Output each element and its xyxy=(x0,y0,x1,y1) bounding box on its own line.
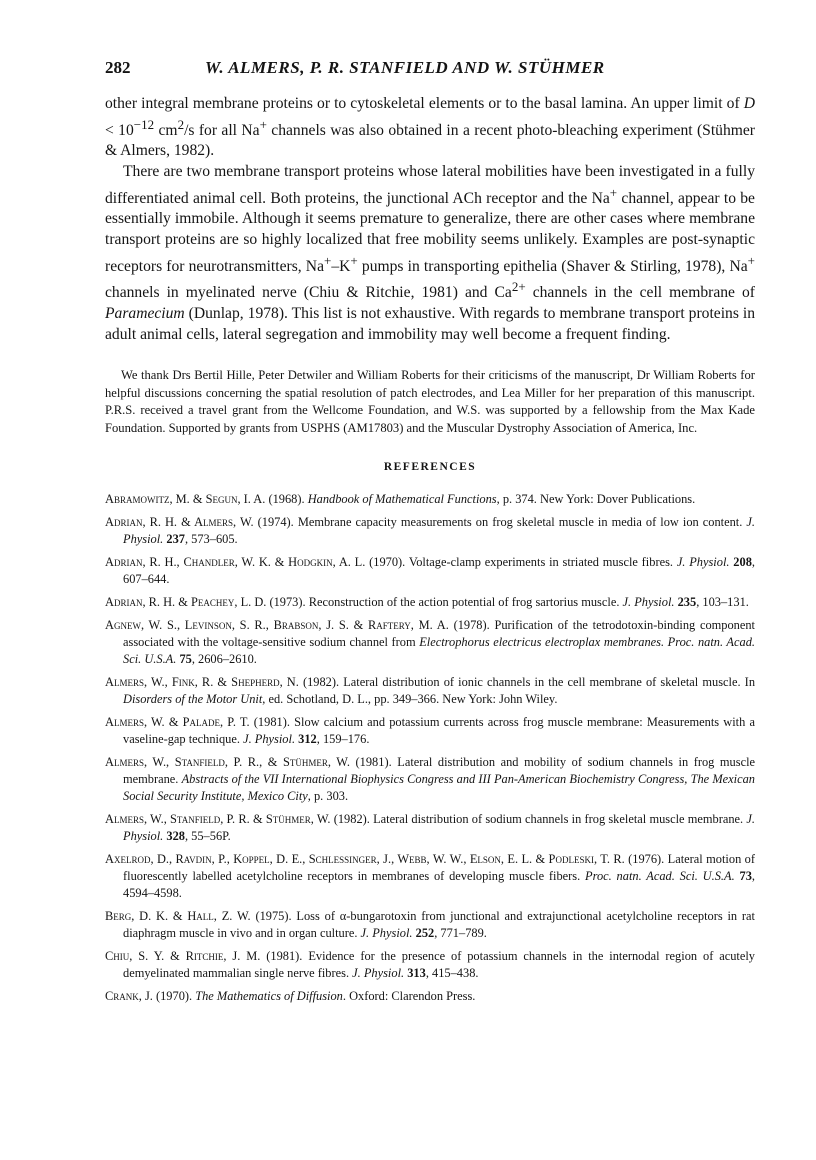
reference-item: Abramowitz, M. & Segun, I. A. (1968). Handbook of Mathematical Functions, p. 374. New York: Dover Publications. xyxy=(105,492,696,507)
reference-item: Crank, J. (1970). The Mathematics of Diffusion. Oxford: Clarendon Press. xyxy=(105,989,476,1004)
reference-item: Almers, W., Fink, R. & Shepherd, N. (1982). Lateral distribution of ionic channels in the cell membrane of skeletal muscle. In Disorders of the Motor Unit, ed. Schotland, D. L., pp. 349–366. New York: John Wiley. xyxy=(105,675,756,707)
references-list xyxy=(105,491,755,1005)
paragraph: There are two membrane transport proteins whose lateral mobilities have been investigated in a fully differentiated animal cell. Both proteins, the junctional ACh receptor and the Na+ channel, appear to be essentially immobile. Although it seems premature to generalize, there are other cases where membrane transport proteins are so highly localized that free mobility seems unlikely. Examples are post-synaptic receptors for neurotransmitters, Na+–K+ pumps in transporting epithelia (Shaver & Stirling, 1978), Na+ channels in myelinated nerve (Chiu & Ritchie, 1981) and $Ca^{2+}$ channels in the cell membrane of Paramecium (Dunlap, 1978). This list is not exhaustive. With regards to membrane transport proteins in adult animal cells, lateral segregation and immobility may well become a frequent finding. xyxy=(105,162,755,343)
references-heading: REFERENCES xyxy=(383,461,477,474)
reference-item: Berg, D. K. & Hall, Z. W. (1975). Loss of α-bungarotoxin from junctional and extrajunctional acetylcholine receptors in rat diaphragm muscle in vivo and in organ culture. J. Physiol. 252, 771–789. xyxy=(105,909,755,941)
running-head: W. ALMERS, P. R. STANFIELD AND W. STÜHMER xyxy=(205,58,605,77)
paragraph: other integral membrane proteins or to cytoskeletal elements or to the basal lamina. An upper limit of $D < 10^{-12}$ $cm^2/s$ for all Na+ channels was also obtained in a recent photo-bleaching experiment (Stühmer & Almers, 1982). xyxy=(105,95,755,160)
body-text xyxy=(105,94,755,345)
reference-item: Almers, W. & Palade, P. T. (1981). Slow calcium and potassium currents across frog muscle membrane: Measurements with a vaseline-gap technique. J. Physiol. 312, 159–176. xyxy=(105,715,755,747)
reference-item: Almers, W., Stanfield, P. R. & Stühmer, W. (1982). Lateral distribution of sodium channels in frog skeletal muscle membrane. J. Physiol. 328, 55–56P. xyxy=(105,812,755,844)
reference-item: Adrian, R. H., Chandler, W. K. & Hodgkin, A. L. (1970). Voltage-clamp experiments in striated muscle fibres. J. Physiol. 208, 607–644. xyxy=(105,555,755,587)
journal-page xyxy=(105,58,755,1011)
page-header xyxy=(105,58,755,84)
reference-item: Adrian, R. H. & Peachey, L. D. (1973). Reconstruction of the action potential of frog sartorius muscle. J. Physiol. 235, 103–131. xyxy=(105,595,749,610)
acknowledgements: We thank Drs Bertil Hille, Peter Detwiler and William Roberts for their criticisms of the manuscript, Dr William Roberts for helpful discussions concerning the spatial resolution of patch electrodes, and Lea Miller for her preparation of this manuscript. P.R.S. received a travel grant from the Wellcome Foundation, and W.S. was supported by a fellowship from the Max Kade Foundation. Supported by grants from USPHS (AM17803) and the Muscular Dystrophy Association of America, Inc. xyxy=(105,368,755,435)
reference-item: Agnew, W. S., Levinson, S. R., Brabson, J. S. & Raftery, M. A. (1978). Purification of the tetrodotoxin-binding component associated with the voltage-sensitive sodium channel from Electrophorus electricus electroplax membranes. Proc. natn. Acad. Sci. U.S.A. 75, 2606–2610. xyxy=(105,618,756,667)
reference-item: Chiu, S. Y. & Ritchie, J. M. (1981). Evidence for the presence of potassium channels in the internodal region of acutely demyelinated mammalian single nerve fibres. J. Physiol. 313, 415–438. xyxy=(105,949,756,981)
reference-item: Axelrod, D., Ravdin, P., Koppel, D. E., Schlessinger, J., Webb, W. W., Elson, E. L. & Podleski, T. R. (1976). Lateral motion of fluorescently labelled acetylcholine receptors in membranes of developing muscle fibers. Proc. natn. Acad. Sci. U.S.A. 73, 4594–4598. xyxy=(105,852,755,901)
page-number: 282 xyxy=(105,58,131,77)
reference-item: Adrian, R. H. & Almers, W. (1974). Membrane capacity measurements on frog skeletal muscle in media of low ion content. J. Physiol. 237, 573–605. xyxy=(105,515,755,547)
reference-item: Almers, W., Stanfield, P. R., & Stühmer, W. (1981). Lateral distribution and mobility of sodium channels in frog muscle membrane. Abstracts of the VII International Biophysics Congress and III Pan-American Biochemistry Congress, The Mexican Social Security Institute, Mexico City, p. 303. xyxy=(105,755,756,804)
